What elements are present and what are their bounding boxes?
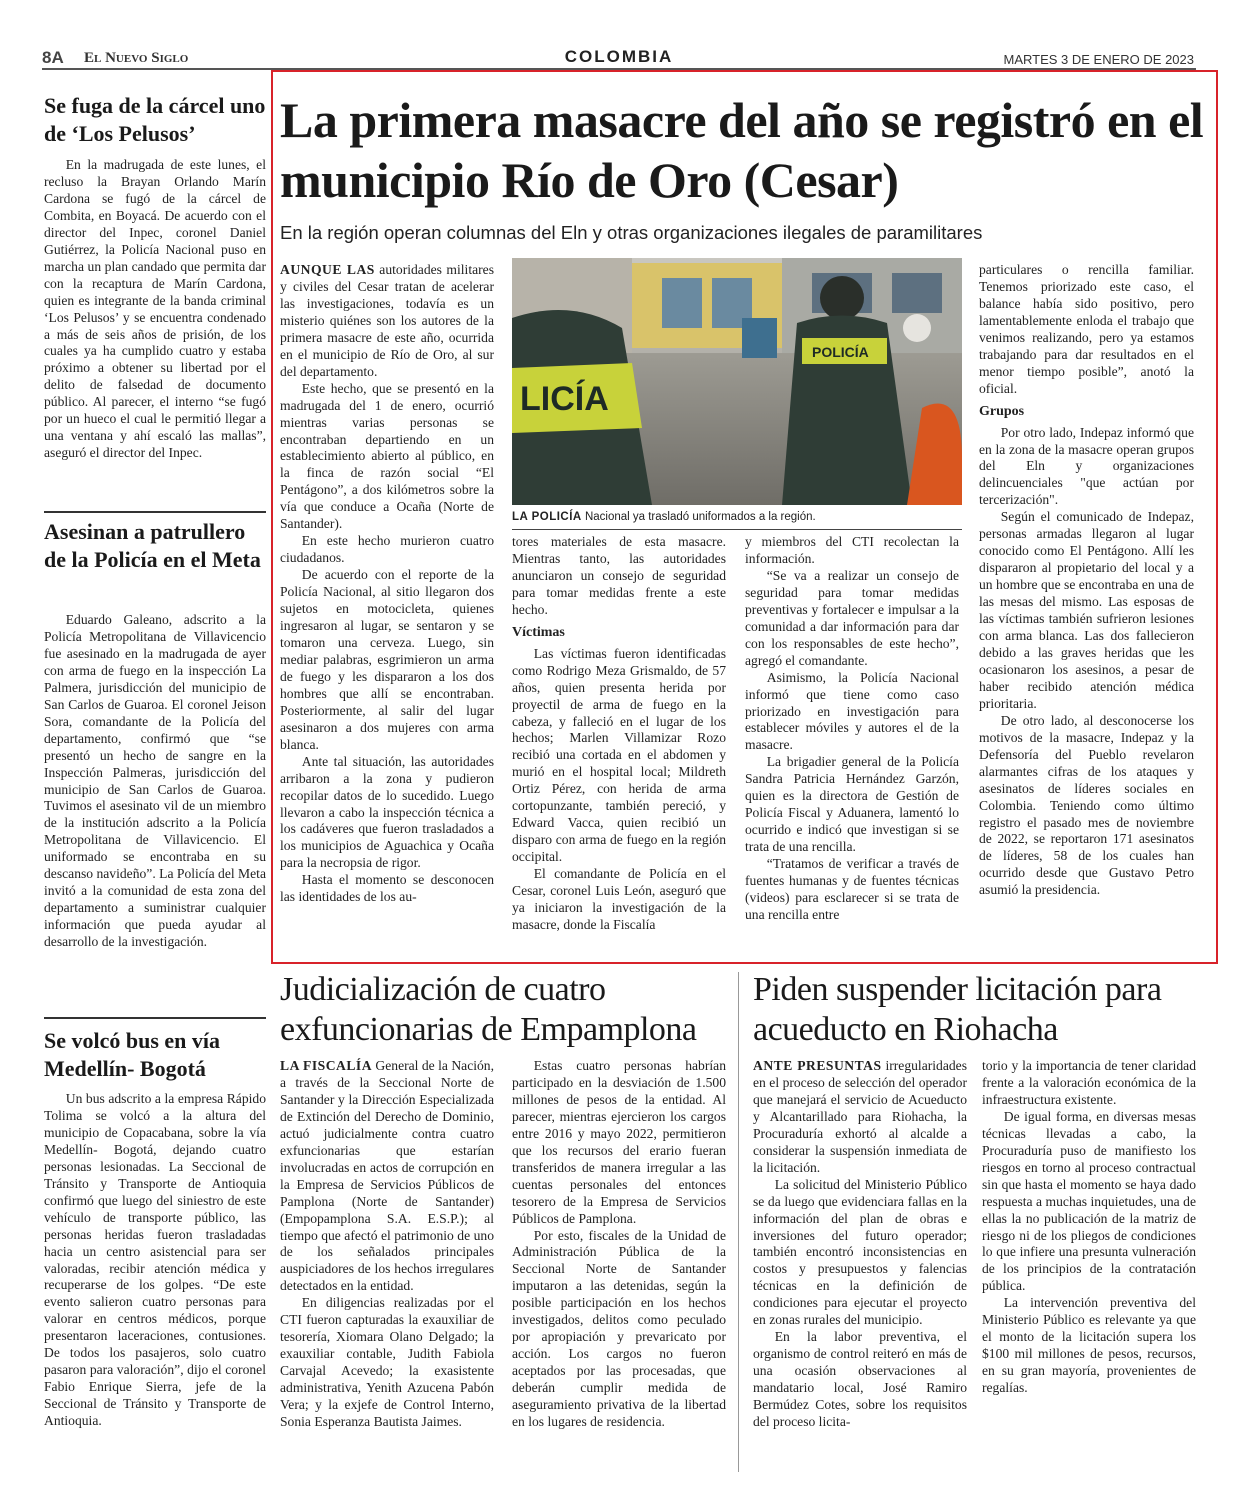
main-col4-p2: Por otro lado, Indepaz informó que en la zona de la masacre operan grupos del Eln y organizaciones delincuenciales "que actúan por tercerización". [979,424,1194,508]
judicial-col2-p1: Estas cuatro personas habrían participado en la desviación de 1.500 millones de pesos de la entidad. Al parecer, mientras ejercieron los cargos entre 2016 y mayo 2022, permitieron que los recursos del erario fueran transferidos de manera irregular a las cuentas personales del entonces tesorero de la Empresa de Servicios Públicos de Pamplona. [512,1058,726,1226]
main-col1-p3: En este hecho murieron cuatro ciudadanos. [280,533,494,566]
riohacha-lead-words: ANTE PRESUNTAS [753,1058,882,1073]
main-col1-p1 [280,262,494,381]
main-col3-p4: La brigadier general de la Policía Sandra Patricia Hernández Garzón, quien es la directora de Gestión de Policía Fiscal y Aduanera, lamentó lo ocurrido e indicó que investigan si se trata de una rencilla. [745,754,959,855]
judicial-col-2 [512,1058,726,1431]
riohacha-headline: Piden suspender licitación para acueducto en Riohacha [753,971,1162,1048]
side-divider-2 [44,1017,266,1019]
bus-article [44,1091,266,1430]
newspaper-name: El Nuevo Siglo [84,50,189,66]
riohacha-col2-p3: La intervención preventiva del Ministerio Público es relevante ya que el monto de la licitación supera los $100 mil millones de pesos, recursos, en su gran mayoría, provenientes de regalías. [982,1295,1196,1396]
main-col1-p6: Hasta el momento se desconocen las identidades de los au- [280,872,494,905]
side-divider-1 [44,511,266,513]
main-col2-p1: tores materiales de esta masacre. Mientras tanto, las autoridades anunciaron un consejo de seguridad para tomar medidas frente a este hecho. [512,534,726,617]
caption-lead: LA POLICÍA [512,511,582,523]
riohacha-col-1 [753,1058,967,1431]
judicial-col2-p2: Por esto, fiscales de la Unidad de Administración Pública de la Seccional Norte de Santander imputaron a las detenidas, según la posible participación en los hechos investigados, delitos como peculado por apropiación y prevaricato por acción. Los cargos no fueron aceptados por las procesadas, que deberán cumplir medida de aseguramiento privativa de la libertad en los lugares de residencia. [512,1227,726,1430]
patrullero-headline: Asesinan a patrullero de la Policía en el Meta [44,519,261,572]
main-col-4 [979,262,1194,899]
issue-date: MARTES 3 DE ENERO DE 2023 [1003,52,1194,67]
riohacha-col1-p3: En la labor preventiva, el organismo de control reiteró en más de una ocasión observaciones al mandatario local, José Ramiro Bermúdez Cotes, sobre los requisitos del proceso licita- [753,1329,967,1430]
fuga-headline: Se fuga de la cárcel uno de ‘Los Pelusos’ [44,93,266,146]
patrullero-article [44,612,266,951]
main-headline: La primera masacre del año se registró en el municipio Río de Oro (Cesar) [280,92,1204,208]
main-col3-p5: “Tratamos de verificar a través de fuentes humanas y de fuentes técnicas (videos) para esclarecer si se trata de una rencilla entre [745,856,959,922]
caption-text: Nacional ya trasladó uniformados a la región. [581,511,816,523]
vest-label-left: LICÍA [520,380,609,418]
fuga-text: En la madrugada de este lunes, el recluso la Brayan Orlando Marín Cardona se fugó de la cárcel de Combita, en Boyacá. De acuerdo con el director del Inpec, coronel Daniel Gutiérrez, la Policía Nacional puso en marcha un plan candado que permita dar con la recaptura de Marín Cardona, quien es integrante de la banda criminal ‘Los Pelusos’ y se encuentra condenado a más de seis años de prisión, de los cuales ya ha cumplido cuatro y estaba próximo a obtener su libertad por el delito de falsedad de documento público. Al parecer, el interno “se fugó por un hueco el cual le permitió llegar a una ventana y ahí escaló las mallas”, aseguró el director del Inpec. [44,157,266,461]
victimas-subhead: Víctimas [512,624,565,640]
main-col1-p5: Ante tal situación, las autoridades arribaron a la zona y pudieron recopilar datos de lo sucedido. Luego llevaron a cabo la inspección técnica a los cadáveres que fueron trasladados a los municipios de Aguachica y Ocaña para la necropsia de rigor. [280,753,494,871]
main-col1-p4: De acuerdo con el reporte de la Policía Nacional, al sitio llegaron dos sujetos en motocicleta, quienes ingresaron al lugar, se sentaron y se tomaron una cerveza. Luego, sin mediar palabras, esgrimieron un arma de fuego y les dispararon a los dos hombres que allí se encontraban. Posteriormente, al salir del lugar asesinaron a dos mujeres con arma blanca. [280,567,494,752]
main-lead-words: AUNQUE LAS [280,262,375,277]
grupos-subhead: Grupos [979,403,1025,419]
main-col1-p2: Este hecho, que se presentó en la madrugada del 1 de enero, ocurrió mientras varias personas se encontraban departiendo en un establecimiento abierto al público, en la finca de razón social “El Pentágono”, a dos kilómetros sobre la vía que conduce a Ocaña (Norte de Santander). [280,380,494,532]
riohacha-col1-p1-text: irregularidades en el proceso de selección del operador que manejará el servicio de Acueducto y Alcantarillado para Riohacha, la Procuraduría exhortó al alcalde a considerar la suspensión inmediata de la licitación. [753,1058,967,1175]
riohacha-col-2 [982,1058,1196,1397]
bus-text: Un bus adscrito a la empresa Rápido Tolima se volcó a la altura del municipio de Copacabana, sobre la vía Medellín- Bogotá, dejando cuatro personas lesionadas. La Seccional de Tránsito y Transporte de Antioquia confirmó que luego del siniestro de este vehículo de transporte público, las personas heridas fueron trasladadas hacia un centro asistencial para ser valoradas, recibir atención médica y recuperarse de los golpes. “De este evento salieron cuatro personas para valorar en centros médicos, porque presentaron laceraciones, contusiones. De todos los pasajeros, solo cuatro pasaron para valoración”, dijo el coronel Fabio Enrique Sierra, jefe de la Seccional de Tránsito y Transporte de Antioquia. [44,1091,266,1429]
judicial-lead-words: LA FISCALÍA [280,1058,373,1073]
main-col4-p4: De otro lado, al desconocerse los motivos de la masacre, Indepaz y la Defensoría del Pueblo revelaron alarmantes cifras de los ataques y asesinatos de líderes sociales en Colombia. Teniendo como último registro el pasado mes de noviembre de 2022, se reportaron 171 asesinatos de líderes, 58 de los cuales han ocurrido desde que Gustavo Petro asumió la presidencia. [979,712,1194,898]
main-col3-p2: “Se va a realizar un consejo de seguridad para tomar medidas preventivas y fortalecer e impulsar a la comunidad a dar información para dar con los responsables de este hecho”, agregó el comandante. [745,567,959,668]
judicial-col1-p1 [280,1058,494,1295]
main-col-1 [280,262,494,906]
main-col-2 [512,534,726,934]
judicial-col-1 [280,1058,494,1431]
riohacha-col2-p1: torio y la importancia de tener claridad frente a la valoración económica de la infraestructura existente. [982,1058,1196,1107]
riohacha-col1-p1 [753,1058,967,1177]
main-subheadline: En la región operan columnas del Eln y otras organizaciones ilegales de paramilitares [280,222,983,243]
fuga-article [44,157,266,462]
main-col2-p2: Las víctimas fueron identificadas como Rodrigo Meza Grismaldo, de 57 años, quien presenta herida por proyectil de arma de fuego en la cabeza, y falleció en el lugar de los hechos; Marlen Villamizar Rozo recibió una cortada en el abdomen y murió en el hospital local; Mildreth Ortiz Pérez, con herida de arma cortopunzante, también pereció, y Edward Vacca, quien recibió un disparo con arma de fuego en la región occipital. [512,645,726,865]
patrullero-text: Eduardo Galeano, adscrito a la Policía Metropolitana de Villavicencio fue asesinado en la madrugada de ayer con arma de fuego en la inspección La Palmera, jurisdicción del municipio de San Carlos de Guaroa. El coronel Jeison Sora, comandante de la Policía del departamento, confirmó que “se presentó un hecho de sangre en la Inspección Palmeras, jurisdicción del municipio de San Carlos de Guaroa. Tuvimos el asesinato vil de un miembro de la institución adscrito a la Policía Metropolitana de Villavicencio. El uniformado se encontraba en su descanso navideño”. La Policía del Meta invitó a la comunidad de esta zona del departamento a suministrar cualquier información que pueda ayudar al desarrollo de la investigación. [44,612,266,950]
main-col-3 [745,534,959,924]
judicial-headline: Judicialización de cuatro exfuncionarias de Empamplona [280,971,697,1048]
riohacha-col1-p2: La solicitud del Ministerio Público se da luego que evidenciara fallas en la información del plan de obras e inversiones del futuro operador; también encontró inconsistencias en costos y presupuestos y falencias técnicas en la definición de condiciones para ejecutar el proyecto en zonas rurales del municipio. [753,1176,967,1328]
bottom-column-divider [738,972,739,1472]
main-col2-p3: El comandante de Policía en el Cesar, coronel Luis León, aseguró que ya iniciaron la investigación de la masacre, donde la Fiscalía [512,866,726,932]
judicial-col1-p1-text: General de la Nación, a través de la Seccional Norte de Santander y la Dirección Especializada de Extinción del Derecho de Dominio, actuó judicialmente contra cuatro exfuncionarias que estarían involucradas en actos de corrupción en la Empresa de Servicios Públicos de Pamplona (Norte de Santander) (Empopamplona S.A. E.S.P.); al tiempo que afectó el patrimonio de uno de los señalados principales auspiciadores de los hechos irregulares detectados en la entidad. [280,1058,494,1294]
judicial-col1-p2: En diligencias realizadas por el CTI fueron capturadas la exauxiliar de tesorería, Xiomara Olano Delgado; la exauxiliar contable, Judith Fabiola Carvajal Acevedo; la exasistente administrativa, Yenith Azucena Pabón Vera; y la exjefe de Control Interno, Sonia Esperanza Bautista Jaimes. [280,1295,494,1430]
page-number: 8A [42,48,64,67]
section-title: COLOMBIA [564,47,674,66]
main-col3-p3: Asimismo, la Policía Nacional informó que tiene como caso priorizado en investigación para establecer móviles y autores el de la masacre. [745,669,959,753]
main-col4-p1: particulares o rencilla familiar. Tenemos priorizado este caso, el balance había sido positivo, pero lamentablemente enloda el trabajo que venimos realizando, pero ya estamos trabajando para dar resultados en el menor tiempo posible”, anotó la oficial. [979,262,1194,396]
photo-caption [512,511,962,523]
riohacha-col2-p2: De igual forma, en diversas mesas técnicas llevadas a cabo, la Procuraduría puso de manifiesto los riesgos en torno al proceso contractual sin que hasta el momento se haya dado respuesta a muchas inquietudes, una de ellas la no publicación de la matriz de riesgo ni de los pliegos de condiciones lo que infiere una presunta vulneración de los principios de la contratación pública. [982,1108,1196,1294]
police-photo-illustration [512,258,962,505]
vest-label-right: POLICÍA [812,344,869,360]
main-col1-p1-text: autoridades militares y civiles del Cesar tratan de acelerar las investigaciones, todavía es un misterio quiénes son los autores de la primera masacre de este año, ocurrida en el municipio de Río de Oro, al sur del departamento. [280,262,494,379]
police-photo [512,258,962,505]
bus-headline: Se volcó bus en vía Medellín- Bogotá [44,1028,221,1081]
main-col3-p1: y miembros del CTI recolectan la información. [745,534,959,566]
main-col4-p3: Según el comunicado de Indepaz, personas armadas llegaron al lugar conocido como El Pentágono. Allí les dispararon al propietario del local y a un hombre que se encontraba en una de las mesas del mismo. Las esposas de las víctimas también sufrieron lesiones con arma blanca. Las dos fallecieron debido a las graves heridas que les ocasionaron los asesinos, a pesar de haber recibido atención médica prioritaria. [979,509,1194,711]
caption-rule [512,529,962,530]
